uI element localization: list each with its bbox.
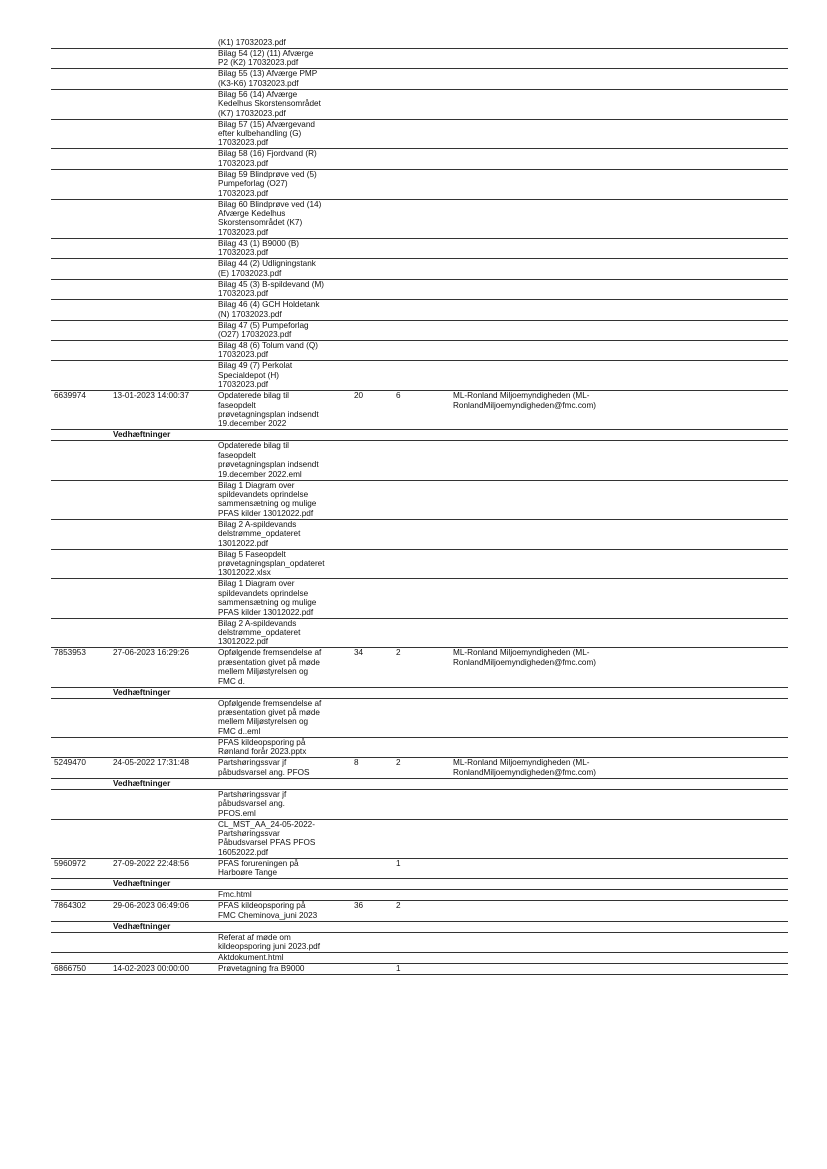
empty-cell bbox=[451, 340, 788, 360]
document-date: 14-02-2023 00:00:00 bbox=[111, 963, 216, 974]
attachment-row bbox=[51, 169, 788, 199]
attachments-header-row bbox=[51, 778, 788, 789]
empty-cell bbox=[51, 921, 111, 932]
attachment-row bbox=[51, 789, 788, 819]
empty-cell bbox=[51, 579, 111, 618]
document-pages: 36 bbox=[348, 901, 392, 921]
attachment-filename[interactable]: Bilag 60 Blindprøve ved (14) Afværge Kedelhus Skorstensområdet (K7) 17032023.pdf bbox=[216, 199, 348, 238]
attachment-filename[interactable]: Bilag 57 (15) Afværgevand efter kulbehandling (G) 17032023.pdf bbox=[216, 119, 348, 149]
empty-cell bbox=[392, 890, 451, 901]
document-count: 1 bbox=[392, 858, 451, 878]
empty-cell bbox=[392, 169, 451, 199]
document-sender bbox=[451, 901, 788, 921]
empty-cell bbox=[111, 549, 216, 579]
document-title[interactable]: Opdaterede bilag til faseopdelt prøvetagningsplan indsendt 19.december 2022 bbox=[216, 391, 348, 430]
empty-cell bbox=[392, 549, 451, 579]
empty-cell bbox=[111, 149, 216, 169]
empty-cell bbox=[51, 698, 111, 737]
empty-cell bbox=[111, 789, 216, 819]
attachment-filename[interactable]: Bilag 45 (3) B-spildevand (M) 17032023.pdf bbox=[216, 279, 348, 299]
empty-cell bbox=[111, 279, 216, 299]
attachment-filename[interactable]: Bilag 2 A-spildevands delstrømme_opdateret 13012022.pdf bbox=[216, 519, 348, 549]
attachment-filename[interactable]: Bilag 49 (7) Perkolat Specialdepot (H) 17032023.pdf bbox=[216, 361, 348, 391]
document-pages: 8 bbox=[348, 758, 392, 778]
empty-cell bbox=[348, 687, 392, 698]
empty-cell bbox=[51, 687, 111, 698]
attachment-filename[interactable]: Bilag 5 Faseopdelt prøvetagningsplan_opdateret 13012022.xlsx bbox=[216, 549, 348, 579]
empty-cell bbox=[451, 119, 788, 149]
attachment-filename[interactable]: Bilag 58 (16) Fjordvand (R) 17032023.pdf bbox=[216, 149, 348, 169]
empty-cell bbox=[451, 279, 788, 299]
attachments-label: Vedhæftninger bbox=[111, 687, 216, 698]
document-id: 5960972 bbox=[51, 858, 111, 878]
empty-cell bbox=[451, 879, 788, 890]
empty-cell bbox=[111, 519, 216, 549]
empty-cell bbox=[451, 238, 788, 258]
empty-cell bbox=[348, 89, 392, 119]
empty-cell bbox=[392, 279, 451, 299]
attachment-row bbox=[51, 549, 788, 579]
document-date: 29-06-2023 06:49:06 bbox=[111, 901, 216, 921]
empty-cell bbox=[348, 932, 392, 952]
empty-cell bbox=[451, 737, 788, 757]
document-id: 6639974 bbox=[51, 391, 111, 430]
empty-cell bbox=[111, 300, 216, 320]
empty-cell bbox=[51, 879, 111, 890]
attachment-row bbox=[51, 69, 788, 89]
empty-cell bbox=[392, 687, 451, 698]
empty-cell bbox=[348, 69, 392, 89]
empty-cell bbox=[451, 69, 788, 89]
empty-cell bbox=[348, 169, 392, 199]
empty-cell bbox=[348, 618, 392, 648]
empty-cell bbox=[348, 259, 392, 279]
empty-cell bbox=[451, 819, 788, 858]
empty-cell bbox=[392, 69, 451, 89]
empty-cell bbox=[392, 361, 451, 391]
empty-cell bbox=[348, 430, 392, 441]
attachment-filename[interactable]: Bilag 44 (2) Udligningstank (E) 17032023.pdf bbox=[216, 259, 348, 279]
empty-cell bbox=[348, 279, 392, 299]
empty-cell bbox=[348, 320, 392, 340]
empty-cell bbox=[348, 361, 392, 391]
empty-cell bbox=[451, 921, 788, 932]
attachment-filename[interactable]: Bilag 54 (12) (11) Afværge P2 (K2) 17032023.pdf bbox=[216, 49, 348, 69]
attachment-row bbox=[51, 361, 788, 391]
document-id: 5249470 bbox=[51, 758, 111, 778]
empty-cell bbox=[451, 519, 788, 549]
empty-cell bbox=[392, 340, 451, 360]
document-pages: 34 bbox=[348, 648, 392, 687]
empty-cell bbox=[451, 687, 788, 698]
empty-cell bbox=[111, 618, 216, 648]
attachment-filename[interactable]: Bilag 59 Blindprøve ved (5) Pumpeforlag (O27) 17032023.pdf bbox=[216, 169, 348, 199]
attachment-row bbox=[51, 340, 788, 360]
document-title[interactable]: Prøvetagning fra B9000 bbox=[216, 963, 348, 974]
empty-cell bbox=[392, 932, 451, 952]
attachment-row bbox=[51, 698, 788, 737]
document-count: 2 bbox=[392, 758, 451, 778]
attachment-row bbox=[51, 480, 788, 519]
empty-cell bbox=[51, 49, 111, 69]
empty-cell bbox=[392, 300, 451, 320]
empty-cell bbox=[348, 480, 392, 519]
empty-cell bbox=[51, 890, 111, 901]
empty-cell bbox=[111, 737, 216, 757]
document-row bbox=[51, 901, 788, 921]
empty-cell bbox=[392, 259, 451, 279]
attachment-row bbox=[51, 932, 788, 952]
empty-cell bbox=[51, 737, 111, 757]
empty-cell bbox=[348, 340, 392, 360]
empty-cell bbox=[111, 480, 216, 519]
empty-cell bbox=[392, 320, 451, 340]
document-date: 27-06-2023 16:29:26 bbox=[111, 648, 216, 687]
document-sender: ML-Ronland Miljoemyndigheden (ML- RonlandMiljoemyndigheden@fmc.com) bbox=[451, 391, 788, 430]
empty-cell bbox=[348, 549, 392, 579]
attachment-row bbox=[51, 952, 788, 963]
empty-cell bbox=[51, 279, 111, 299]
empty-cell bbox=[392, 789, 451, 819]
empty-cell bbox=[216, 921, 348, 932]
document-row bbox=[51, 391, 788, 430]
empty-cell bbox=[111, 890, 216, 901]
attachment-filename[interactable]: Bilag 56 (14) Afværge Kedelhus Skorstensområdet (K7) 17032023.pdf bbox=[216, 89, 348, 119]
empty-cell bbox=[111, 340, 216, 360]
document-sender bbox=[451, 858, 788, 878]
empty-cell bbox=[392, 778, 451, 789]
attachment-row bbox=[51, 49, 788, 69]
empty-cell bbox=[348, 737, 392, 757]
empty-cell bbox=[348, 789, 392, 819]
empty-cell bbox=[392, 149, 451, 169]
attachments-header-row bbox=[51, 879, 788, 890]
empty-cell bbox=[392, 698, 451, 737]
empty-cell bbox=[451, 259, 788, 279]
attachment-filename[interactable]: Aktdokument.html bbox=[216, 952, 348, 963]
empty-cell bbox=[51, 238, 111, 258]
empty-cell bbox=[51, 119, 111, 149]
empty-cell bbox=[348, 300, 392, 320]
document-pages bbox=[348, 963, 392, 974]
empty-cell bbox=[348, 890, 392, 901]
empty-cell bbox=[51, 952, 111, 963]
empty-cell bbox=[51, 320, 111, 340]
document-page bbox=[51, 38, 788, 975]
empty-cell bbox=[451, 789, 788, 819]
document-row bbox=[51, 648, 788, 687]
attachment-row bbox=[51, 519, 788, 549]
empty-cell bbox=[51, 778, 111, 789]
document-title[interactable]: Opfølgende fremsendelse af præsentation givet på møde mellem Miljøstyrelsen og FMC d. bbox=[216, 648, 348, 687]
empty-cell bbox=[111, 361, 216, 391]
attachment-filename[interactable]: Bilag 46 (4) GCH Holdetank (N) 17032023.pdf bbox=[216, 300, 348, 320]
attachment-filename[interactable]: Partshøringssvar jf påbudsvarsel ang. PFOS.eml bbox=[216, 789, 348, 819]
empty-cell bbox=[51, 430, 111, 441]
empty-cell bbox=[451, 149, 788, 169]
attachments-label: Vedhæftninger bbox=[111, 430, 216, 441]
empty-cell bbox=[392, 441, 451, 480]
empty-cell bbox=[348, 238, 392, 258]
document-sender: ML-Ronland Miljoemyndigheden (ML- RonlandMiljoemyndigheden@fmc.com) bbox=[451, 648, 788, 687]
empty-cell bbox=[451, 49, 788, 69]
empty-cell bbox=[111, 579, 216, 618]
empty-cell bbox=[451, 778, 788, 789]
empty-cell bbox=[111, 199, 216, 238]
attachment-row bbox=[51, 300, 788, 320]
document-date: 13-01-2023 14:00:37 bbox=[111, 391, 216, 430]
attachment-filename[interactable]: Bilag 48 (6) Tolum vand (Q) 17032023.pdf bbox=[216, 340, 348, 360]
attachment-filename[interactable]: Bilag 1 Diagram over spildevandets oprindelse sammensætning og mulige PFAS kilder 13012022.pdf bbox=[216, 579, 348, 618]
document-date: 27-09-2022 22:48:56 bbox=[111, 858, 216, 878]
document-sender bbox=[451, 963, 788, 974]
empty-cell bbox=[51, 38, 111, 49]
empty-cell bbox=[348, 49, 392, 69]
attachment-filename[interactable]: CL_MST_AA_24-05-2022- Partshøringssvar Påbudsvarsel PFAS PFOS 16052022.pdf bbox=[216, 819, 348, 858]
attachment-filename[interactable]: (K1) 17032023.pdf bbox=[216, 38, 348, 49]
empty-cell bbox=[451, 320, 788, 340]
empty-cell bbox=[451, 361, 788, 391]
empty-cell bbox=[111, 932, 216, 952]
document-list-body bbox=[51, 38, 788, 974]
document-count: 6 bbox=[392, 391, 451, 430]
attachments-label: Vedhæftninger bbox=[111, 879, 216, 890]
document-row bbox=[51, 758, 788, 778]
document-count: 2 bbox=[392, 648, 451, 687]
empty-cell bbox=[348, 698, 392, 737]
empty-cell bbox=[451, 890, 788, 901]
document-title[interactable]: PFAS kildeopsporing på FMC Cheminova_juni 2023 bbox=[216, 901, 348, 921]
document-list-table bbox=[51, 38, 788, 975]
attachment-row bbox=[51, 279, 788, 299]
attachment-filename[interactable]: Bilag 43 (1) B9000 (B) 17032023.pdf bbox=[216, 238, 348, 258]
empty-cell bbox=[348, 119, 392, 149]
empty-cell bbox=[51, 789, 111, 819]
empty-cell bbox=[392, 119, 451, 149]
document-title[interactable]: PFAS forureningen på Harboøre Tange bbox=[216, 858, 348, 878]
attachment-row bbox=[51, 819, 788, 858]
empty-cell bbox=[392, 480, 451, 519]
empty-cell bbox=[348, 199, 392, 238]
attachments-header-row bbox=[51, 430, 788, 441]
empty-cell bbox=[451, 300, 788, 320]
document-pages bbox=[348, 858, 392, 878]
empty-cell bbox=[348, 819, 392, 858]
empty-cell bbox=[216, 879, 348, 890]
empty-cell bbox=[451, 89, 788, 119]
document-id: 6866750 bbox=[51, 963, 111, 974]
empty-cell bbox=[348, 952, 392, 963]
empty-cell bbox=[51, 618, 111, 648]
empty-cell bbox=[451, 441, 788, 480]
empty-cell bbox=[348, 921, 392, 932]
empty-cell bbox=[392, 519, 451, 549]
empty-cell bbox=[392, 430, 451, 441]
attachment-filename[interactable]: Fmc.html bbox=[216, 890, 348, 901]
empty-cell bbox=[451, 932, 788, 952]
empty-cell bbox=[451, 199, 788, 238]
empty-cell bbox=[51, 199, 111, 238]
empty-cell bbox=[392, 238, 451, 258]
empty-cell bbox=[51, 549, 111, 579]
empty-cell bbox=[216, 687, 348, 698]
attachment-row bbox=[51, 320, 788, 340]
empty-cell bbox=[451, 549, 788, 579]
empty-cell bbox=[51, 932, 111, 952]
document-pages: 20 bbox=[348, 391, 392, 430]
empty-cell bbox=[51, 361, 111, 391]
attachment-row bbox=[51, 119, 788, 149]
empty-cell bbox=[348, 441, 392, 480]
empty-cell bbox=[451, 952, 788, 963]
attachment-row bbox=[51, 737, 788, 757]
attachment-filename[interactable]: Bilag 1 Diagram over spildevandets oprindelse sammensætning og mulige PFAS kilder 13012022.pdf bbox=[216, 480, 348, 519]
empty-cell bbox=[392, 737, 451, 757]
empty-cell bbox=[51, 819, 111, 858]
empty-cell bbox=[111, 49, 216, 69]
attachment-filename[interactable]: Opdaterede bilag til faseopdelt prøvetagningsplan indsendt 19.december 2022.eml bbox=[216, 441, 348, 480]
empty-cell bbox=[111, 819, 216, 858]
empty-cell bbox=[451, 430, 788, 441]
empty-cell bbox=[451, 480, 788, 519]
empty-cell bbox=[392, 89, 451, 119]
attachment-filename[interactable]: Opfølgende fremsendelse af præsentation givet på møde mellem Miljøstyrelsen og FMC d..eml bbox=[216, 698, 348, 737]
empty-cell bbox=[51, 300, 111, 320]
empty-cell bbox=[451, 698, 788, 737]
document-count: 2 bbox=[392, 901, 451, 921]
attachment-row bbox=[51, 890, 788, 901]
attachment-row bbox=[51, 618, 788, 648]
empty-cell bbox=[51, 480, 111, 519]
empty-cell bbox=[392, 49, 451, 69]
empty-cell bbox=[51, 149, 111, 169]
attachments-label: Vedhæftninger bbox=[111, 921, 216, 932]
empty-cell bbox=[111, 952, 216, 963]
attachment-filename[interactable]: Bilag 2 A-spildevands delstrømme_opdateret 13012022.pdf bbox=[216, 618, 348, 648]
empty-cell bbox=[111, 259, 216, 279]
empty-cell bbox=[392, 921, 451, 932]
attachment-filename[interactable]: Bilag 47 (5) Pumpeforlag (O27) 17032023.pdf bbox=[216, 320, 348, 340]
empty-cell bbox=[348, 579, 392, 618]
attachment-row bbox=[51, 238, 788, 258]
document-row bbox=[51, 858, 788, 878]
attachment-row bbox=[51, 38, 788, 49]
document-title[interactable]: Partshøringssvar jf påbudsvarsel ang. PFOS bbox=[216, 758, 348, 778]
attachment-row bbox=[51, 149, 788, 169]
document-date: 24-05-2022 17:31:48 bbox=[111, 758, 216, 778]
empty-cell bbox=[392, 579, 451, 618]
empty-cell bbox=[451, 38, 788, 49]
empty-cell bbox=[348, 519, 392, 549]
empty-cell bbox=[111, 119, 216, 149]
empty-cell bbox=[111, 238, 216, 258]
attachments-label: Vedhæftninger bbox=[111, 778, 216, 789]
empty-cell bbox=[348, 778, 392, 789]
empty-cell bbox=[111, 69, 216, 89]
empty-cell bbox=[392, 879, 451, 890]
attachment-row bbox=[51, 89, 788, 119]
attachment-row bbox=[51, 579, 788, 618]
document-id: 7853953 bbox=[51, 648, 111, 687]
document-id: 7864302 bbox=[51, 901, 111, 921]
attachments-header-row bbox=[51, 687, 788, 698]
attachment-row bbox=[51, 441, 788, 480]
attachments-header-row bbox=[51, 921, 788, 932]
attachment-filename[interactable]: Bilag 55 (13) Afværge PMP (K3-K6) 17032023.pdf bbox=[216, 69, 348, 89]
attachment-filename[interactable]: Referat af møde om kildeopsporing juni 2023.pdf bbox=[216, 932, 348, 952]
empty-cell bbox=[51, 519, 111, 549]
empty-cell bbox=[451, 579, 788, 618]
empty-cell bbox=[348, 879, 392, 890]
empty-cell bbox=[348, 149, 392, 169]
empty-cell bbox=[51, 340, 111, 360]
document-sender: ML-Ronland Miljoemyndigheden (ML- RonlandMiljoemyndigheden@fmc.com) bbox=[451, 758, 788, 778]
empty-cell bbox=[111, 89, 216, 119]
empty-cell bbox=[392, 952, 451, 963]
attachment-row bbox=[51, 259, 788, 279]
attachment-filename[interactable]: PFAS kildeopsporing på Rønland forår 2023.pptx bbox=[216, 737, 348, 757]
document-row bbox=[51, 963, 788, 974]
empty-cell bbox=[111, 320, 216, 340]
empty-cell bbox=[348, 38, 392, 49]
empty-cell bbox=[51, 441, 111, 480]
empty-cell bbox=[111, 169, 216, 199]
empty-cell bbox=[392, 618, 451, 648]
empty-cell bbox=[451, 618, 788, 648]
document-count: 1 bbox=[392, 963, 451, 974]
empty-cell bbox=[216, 778, 348, 789]
empty-cell bbox=[451, 169, 788, 199]
empty-cell bbox=[392, 819, 451, 858]
empty-cell bbox=[216, 430, 348, 441]
empty-cell bbox=[51, 259, 111, 279]
attachment-row bbox=[51, 199, 788, 238]
empty-cell bbox=[392, 38, 451, 49]
empty-cell bbox=[111, 441, 216, 480]
empty-cell bbox=[51, 169, 111, 199]
empty-cell bbox=[51, 69, 111, 89]
empty-cell bbox=[111, 698, 216, 737]
empty-cell bbox=[51, 89, 111, 119]
empty-cell bbox=[392, 199, 451, 238]
empty-cell bbox=[111, 38, 216, 49]
